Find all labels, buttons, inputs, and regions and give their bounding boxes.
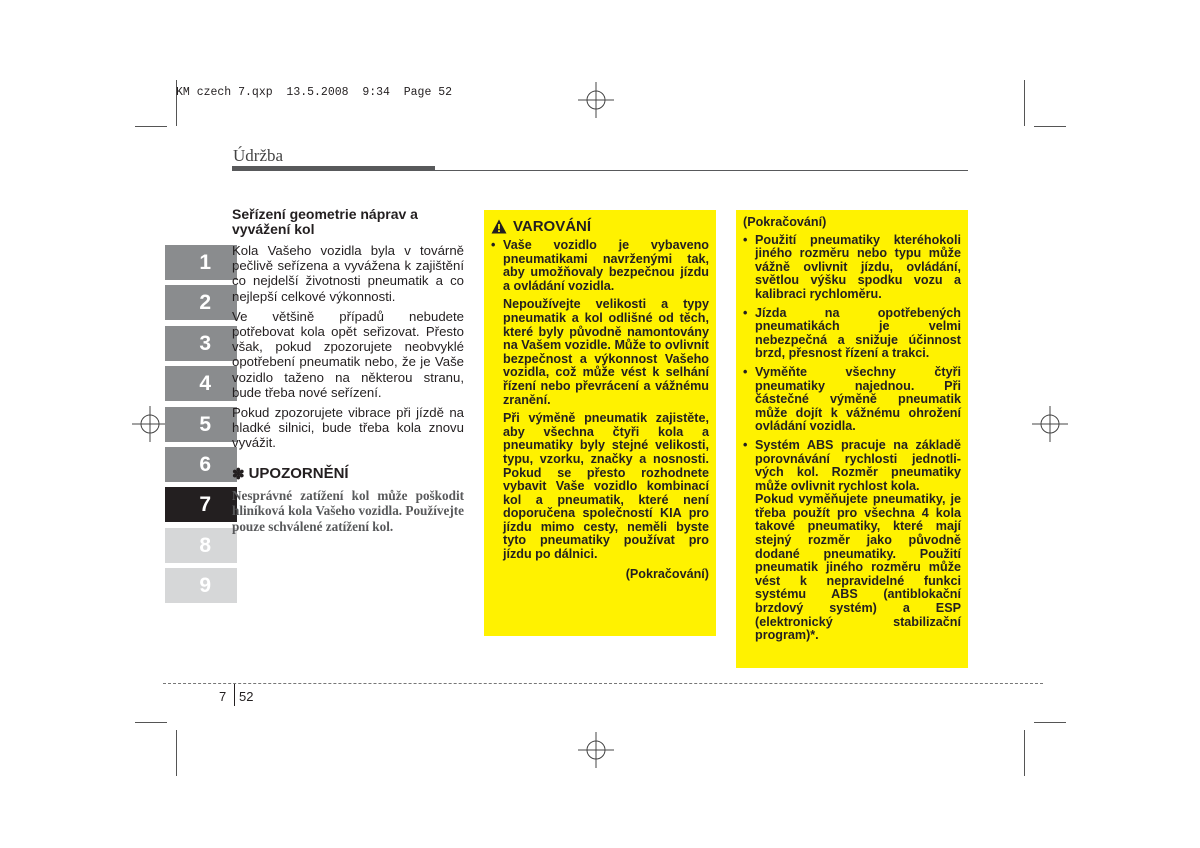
chapter-tab-1[interactable]: 1 — [165, 245, 237, 280]
body-paragraph: Pokud zpozorujete vibrace při jízdě na hladké silnici, bude třeba kola znovu vyvážit. — [232, 405, 464, 451]
body-paragraph: Ve většině případů nebudete potřebovat kola opět seřizovat. Přesto však, pokud zpozorujete neobvyklé opotřebení pneumatik nebo, že je Vaše vozidlo taženo na některou stranu, bude třeba nové seřízení. — [232, 308, 464, 400]
chapter-tab-5[interactable]: 5 — [165, 407, 237, 442]
footer-chapter-number: 7 — [219, 689, 227, 704]
page-number: 52 — [239, 689, 254, 704]
body-paragraph: Kola Vašeho vozidla byla v továrně pečlivě seřízena a vyvážena k zajištění co nejdelší životnosti pneumatik a co nejlepší celkové výkonnosti. — [232, 243, 464, 304]
note-title: UPOZORNĚNÍ — [248, 465, 349, 483]
continued-warning-box — [736, 210, 968, 668]
warning-paragraph: Při výměně pneumatik zajistěte, aby všechna čtyři kola a pneumatiky byly stejné velikosti, typu, vzorku, značky a nosnosti. Pokud se přesto rozhodnete vybavit Vaše vozidlo kombinací kol a pneumatik, které není doporučena společností KIA pro jízdu mimo cesty, neměli byste tyto pneumatiky používat pro jízdu po dálnici. — [503, 411, 709, 562]
crop-mark — [1034, 126, 1066, 127]
warning-bullet: • Vyměňte všechny čtyři pneumatiky najednou. Při částečné výměně pneumatik může dojít k vážnému ohrožení ovládání vozidla. — [743, 366, 961, 434]
warning-bullet: • Použití pneumatiky kteréhokoli jiného rozměru nebo typu může vážně ovlivnit jízdu, ovládání, světlou výšku spodku vozu a kalibraci rychloměru. — [743, 234, 961, 302]
warning-triangle-icon — [491, 219, 507, 234]
registration-mark-icon — [1032, 406, 1068, 442]
note-heading — [232, 465, 464, 483]
footer-separator — [234, 684, 235, 706]
print-slug: KM czech 7.qxp 13.5.2008 9:34 Page 52 — [176, 86, 453, 99]
left-column — [232, 207, 464, 534]
chapter-tab-3[interactable]: 3 — [165, 326, 237, 361]
chapter-tab-2[interactable]: 2 — [165, 285, 237, 320]
continued-header: (Pokračování) — [743, 215, 827, 229]
header-rule-bar — [232, 166, 435, 171]
crop-mark — [176, 730, 177, 776]
continued-label: (Pokračování) — [625, 566, 709, 581]
crop-mark — [1024, 730, 1025, 776]
warning-bullet: • Vaše vozidlo je vybaveno pneumatikami navrženými tak, aby umožňovaly bezpečnou jízdu a ovládání vozidla. — [491, 239, 709, 293]
registration-mark-icon — [132, 406, 168, 442]
registration-mark-icon — [578, 732, 614, 768]
note-text: Nesprávné zatížení kol může poškodit hliníková kola Vašeho vozidla. Používejte pouze schválené zatížení kol. — [232, 487, 464, 534]
crop-mark — [135, 126, 167, 127]
registration-mark-icon — [578, 82, 614, 118]
chapter-tab-4[interactable]: 4 — [165, 366, 237, 401]
warning-bullet: • Jízda na opotřebených pneumatikách je velmi nebezpečná a snižuje účinnost brzd, přesnost řízení a trakci. — [743, 307, 961, 361]
section-title: Údržba — [233, 146, 284, 165]
crop-mark — [1034, 722, 1066, 723]
warning-paragraph: Nepoužívejte velikosti a typy pneumatik a kol odlišné od těch, které byly původně namontovány na Vašem vozidle. Může to ovlivnit bezpečnost a výkonnost Vašeho vozidla, což může vést k selhání řízení nebo převrácení a vážnému zranění. — [503, 297, 709, 407]
warning-heading — [491, 218, 709, 235]
chapter-tab-9[interactable]: 9 — [165, 568, 237, 603]
warning-paragraph: Pokud vyměňujete pneumatiky, je třeba použít pro všechna 4 kola takové pneumatiky, které mají stejný rozměr jako původně dodané pneumatiky. Použití pneumatik jiného rozměru může vést k nepravidelné funkci systému ABS (antiblokační brzdový systém) a ESP (elektronický stabilizační program)*. — [755, 492, 961, 643]
warning-bullet: • Systém ABS pracuje na základě porovnávání rychlosti jednotli-vých kol. Rozměr pneumatiky může ovlivnit rychlost kola. — [743, 439, 961, 493]
header-rule-line — [435, 170, 968, 171]
crop-mark — [135, 722, 167, 723]
crop-mark — [1024, 80, 1025, 126]
asterisk-icon: ✽ — [232, 465, 245, 483]
chapter-tab-7[interactable]: 7 — [165, 487, 237, 522]
warning-box — [484, 210, 716, 636]
warning-title: VAROVÁNÍ — [513, 218, 592, 235]
section-heading: Seřízení geometrie náprav a vyvážení kol — [232, 206, 418, 237]
chapter-tab-6[interactable]: 6 — [165, 447, 237, 482]
footer-rule — [163, 683, 1043, 684]
chapter-tab-8[interactable]: 8 — [165, 528, 237, 563]
